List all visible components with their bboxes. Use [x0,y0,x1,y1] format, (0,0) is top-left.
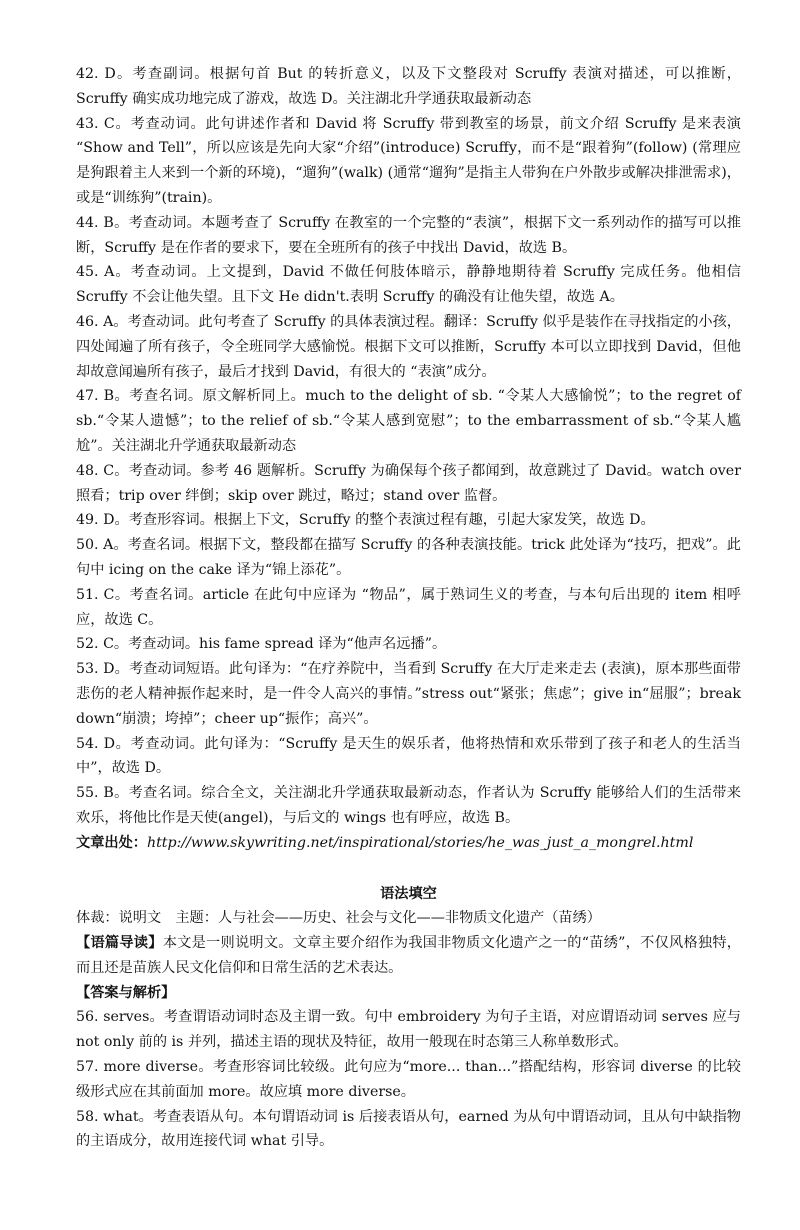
answer-45: 45. A。考查动词。上文提到，David 不做任何肢体暗示，静静地期待着 Scruffy 完成任务。他相信 Scruffy 不会让他失望。且下文 He didn't.表明 Scruffy 的确没有让他失望，故选 A。 [76,264,741,306]
answer-56: 56. serves。考查谓语动词时态及主谓一致。句中 embroidery 为句子主语，对应谓语动词 serves 应与 not only 前的 is 并列，描述主语的现状及特征，故用一般现在时态第三人称单数形式。 [76,1009,741,1051]
answer-54: 54. D。考查动词。此句译为：“Scruffy 是天生的娱乐者，他将热情和欢乐带到了孩子和老人的生活当中”，故选 D。 [76,735,741,777]
answer-42: 42. D。考查副词。根据句首 But 的转折意义，以及下文整段对 Scruffy 表演对描述，可以推断，Scruffy 确实成功地完成了游戏，故选 D。关注湖北升学通获取最新动态 [76,66,741,107]
intro-text: 本文是一则说明文。文章主要介绍作为我国非物质文化遗产之一的“苗绣”，不仅风格独特，而且还是苗族人民文化信仰和日常生活的艺术表达。 [76,935,741,976]
grammar-genre: 体裁：说明文 主题：人与社会——历史、社会与文化——非物质文化遗产（苗绣） [76,910,601,927]
answer-51: 51. C。考查名词。article 在此句中应译为 “物品”，属于熟词生义的考查，与本句后出现的 item 相呼应，故选 C。 [76,586,741,628]
answer-57: 57. more diverse。考查形容词比较级。此句应为“more... than...”搭配结构，形容词 diverse 的比较级形式应在其前面加 more。故应填 more diverse。 [76,1059,741,1100]
article-source [76,831,741,856]
analysis-tag-label: 【答案与解析】 [76,984,176,1001]
intro-tag: 【语篇导读】 [76,935,163,952]
answer-50: 50. A。考查名词。根据下文，整段都在描写 Scruffy 的各种表演技能。trick 此处译为“技巧，把戏”。此句中 icing on the cake 译为“锦上添花”。 [76,537,741,578]
answer-52: 52. C。考查动词。his fame spread 译为“他声名远播”。 [76,636,447,653]
answer-44: 44. B。考查动词。本题考查了 Scruffy 在教室的一个完整的“表演”，根据下文一系列动作的描写可以推断，Scruffy 是在作者的要求下，要在全班所有的孩子中找出 David，故选 B。 [76,214,741,256]
answer-43: 43. C。考查动词。此句讲述作者和 David 将 Scruffy 带到教室的场景，前文介绍 Scruffy 是来表演 “Show and Tell”，所以应该是先向大家“介绍”(introduce) Scruffy，而不是“跟着狗”(follow) (常理应是狗跟着主人来到一个新的环境)，“遛狗”(walk) (通常“遛狗”是指主人带狗在户外散步或解决排泄需求)，或是“训练狗”(train)。 [76,115,741,206]
answer-46: 46. A。考查动词。此句考查了 Scruffy 的具体表演过程。翻译：Scruffy 似乎是装作在寻找指定的小孩，四处闻遍了所有孩子，令全班同学大感愉悦。根据下文可以推断，Scruffy 本可以立即找到 David，但他却故意闻遍所有孩子，最后才找到 David，有很大的 “表演”成分。 [76,313,741,380]
answer-55: 55. B。考查名词。综合全文，关注湖北升学通获取最新动态，作者认为 Scruffy 能够给人们的生活带来欢乐，将他比作是天使(angel)，与后文的 wings 也有呼应，故选 B。 [76,785,741,826]
answer-49: 49. D。考查形容词。根据上下文，Scruffy 的整个表演过程有趣，引起大家发笑，故选 D。 [76,512,655,529]
source-url[interactable]: http://www.skywriting.net/inspirational/stories/he_was_just_a_mongrel.html [146,834,694,851]
answer-48: 48. C。考查动词。参考 46 题解析。Scruffy 为确保每个孩子都闻到，故意跳过了 David。watch over 照看；trip over 绊倒；skip over 跳过，略过；stand over 监督。 [76,462,741,504]
answer-47: 47. B。考查名词。原文解析同上。much to the delight of sb. “令某人大感愉悦”；to the regret of sb.“令某人遗憾”；to the relief of sb.“令某人感到宽慰”；to the embarrassment of sb.“令某人尴尬”。关注湖北升学通获取最新动态 [76,388,741,454]
answer-58: 58. what。考查表语从句。本句谓语动词 is 后接表语从句，earned 为从句中谓语动词，且从句中缺指物的主语成分，故用连接代词 what 引导。 [76,1108,741,1150]
grammar-intro [76,931,741,981]
source-label: 文章出处： [76,834,147,851]
answer-53: 53. D。考查动词短语。此句译为：“在疗养院中，当看到 Scruffy 在大厅走来走去 (表演)，原本那些面带悲伤的老人精神振作起来时，是一件令人高兴的事情。”stress out“紧张；焦虑”；give in“屈服”；break down“崩溃；垮掉”；cheer up“振作；高兴”。 [76,661,741,727]
grammar-section-title: 语法填空 [380,885,437,902]
analysis-tag [76,981,741,1006]
